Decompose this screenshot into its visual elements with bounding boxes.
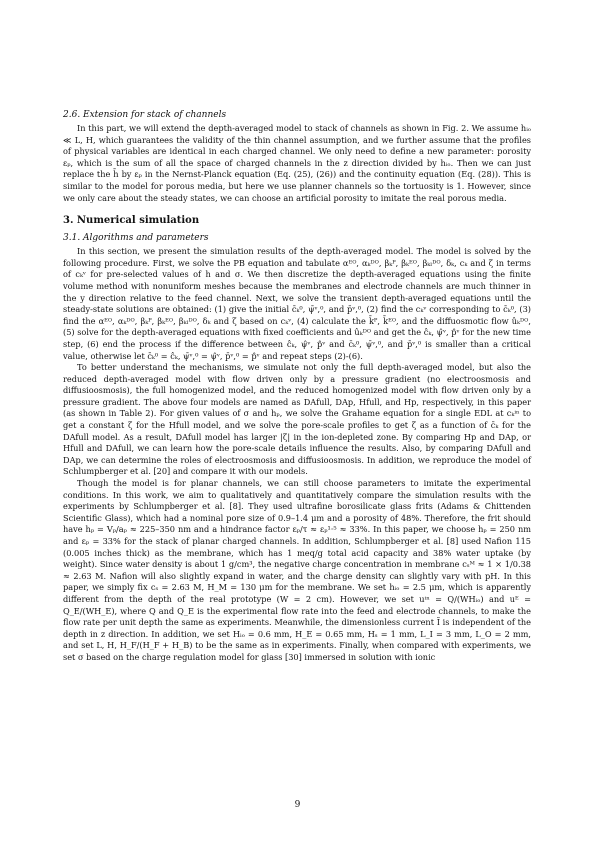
subsection-heading-2-6: 2.6. Extension for stack of channels (63, 110, 227, 120)
subsection-heading-3-1: 3.1. Algorithms and parameters (63, 233, 209, 244)
paragraph-3-1-c: Though the model is for planar channels, we can still choose parameters to imitate the experimental conditions. In this work, we aim to qualitatively and quantitatively compare the simulation results with the experiments by Schlumpberger et al. [8]. They used ultrafine borosilicate glass frits (Adams & Chittenden Scientific Glass), which had a nominal pore size of 0.9–1.4 μm and a porosity of 48%. Therefore, the frit should have hₚ = Vₚ/aₚ ≈ 225–350 nm and a hindrance factor εₚ/τ ≈ εₚ¹·⁵ ≈ 33%. In this paper, we choose hₚ = 250 nm and εₚ = 33% for the stack of planar charged channels. In addition, Schlumpberger et al. [8] used Nafion 115 (0.005 inches thick) as the membrane, which has 1 meq/g total acid capacity and 38% water uptake (by weight). Since water density is about 1 g/cm³, the negative charge concentration in membrane cₛᴹ ≈ 1 × 1/0.38 ≈ 2.63 M. Nafion will also slightly expand in water, and the charge density can slightly vary with pH. In this paper, we simply fix cₛ = 2.63 M, H_M = 130 μm for the membrane. We set hᵢₒ = 2.5 μm, which is apparently different from the depth of the real prototype (W = 2 cm). However, we set uⁱⁿ = Q/(WHᵢₒ) and uᴱ = Q_E/(WH_E), where Q and Q_E is the experimental flow rate into the feed and electrode channels, to make the flow rate per unit depth the same as experiments. Meanwhile, the dimensionless current Ĩ is independent of the depth in z direction. In addition, we set Hᵢₒ = 0.6 mm, H_E = 0.65 mm, Hₛ = 1 mm, L_I = 3 mm, L_O = 2 mm, and set L, H, H_F/(H_F + H_B) to be the same as in experiments. Finally, when compared with experiments, we set σ based on the charge regulation model for glass [30] immersed in solution with ionic (63, 478, 531, 662)
paragraph-3-1-b: To better understand the mechanisms, we simulate not only the full depth-averaged model, but also the reduced depth-averaged model with flow driven only by a pressure gradient (no electroosmosis and diffusioosmosis), the full homogenized model, and the reduced homogenized model with flow driven only by a pressure gradient. The above four models are named as DAfull, DAp, Hfull, and Hp, respectively, in this paper (as shown in Table 2). For given values of σ and hₚ, we solve the Grahame equation for a single EDL at cₖⁱⁿ to get a constant ζ for the Hfull model, and we solve the pore-scale profiles to get ζ as a function of c̄ₖ for the DAfull model. As a result, DAfull model has larger |ζ| in the ion-depleted zone. By comparing Hp and DAp, or Hfull and DAfull, we can learn how the pore-scale details influence the results. Also, by comparing DAfull and DAp, we can determine the roles of electroosmosis and diffusioosmosis. In addition, we reproduce the model of Schlumpberger et al. [20] and compare it with our models. (63, 362, 531, 477)
paper-body (63, 110, 531, 664)
paragraph-3-1-a: In this section, we present the simulation results of the depth-averaged model. The model is solved by the following procedure. First, we solve the PB equation and tabulate αᴱᴼ, αₖᴰᴼ, βₖᴾ, βₖᴱᴼ, βₖₗᴰᴼ, δₖ, cₖ and ζ in terms of cₖᵛ for pre-selected values of h and σ. We then discretize the depth-averaged equations using the finite volume method with nonuniform meshes because the membranes and electrode channels are much thinner in the y direction relative to the feed channel. Next, we solve the transient depth-averaged equations until the steady-state solutions are obtained: (1) give the initial c̄ₖ⁰, ψ̄ᵛ,⁰, and p̄ᵛ,⁰, (2) find the cₖᵛ corresponding to c̄ₖ⁰, (3) find the αᴱᴼ, αₖᴰᴼ, βₖᴾ, βₖᴱᴼ, βₖₗᴰᴼ, δₖ and ζ based on cₖᵛ, (4) calculate the k̄ᴾ, k̄ᴱᴼ, and the diffuosmotic flow ûₖᴰᴼ, (5) solve for the depth-averaged equations with fixed coefficients and ûₖᴰᴼ and get the ĉₖ, ψ̂ᵛ, p̂ᵛ for the new time step, (6) end the process if the difference between ĉₖ, ψ̂ᵛ, p̂ᵛ and c̄ₖ⁰, ψ̄ᵛ,⁰, and p̄ᵛ,⁰ is smaller than a critical value, otherwise let c̄ₖ⁰ = ĉₖ, ψ̄ᵛ,⁰ = ψ̂ᵛ, p̄ᵛ,⁰ = p̂ᵛ and repeat steps (2)-(6). (63, 246, 531, 361)
paragraph-2-6: In this part, we will extend the depth-averaged model to stack of channels as shown in Fig. 2. We assume hᵢₒ ≪ L, H, which guarantees the validity of the thin channel assumption, and we further assume that the profiles of physical variables are identical in each charged channel. We only need to define a new parameter: porosity εₚ, which is the sum of all the space of charged channels in the z direction divided by hᵢₒ. Then we can just replace the h̄ by εₚ in the Nernst-Planck equation (Eq. (25), (26)) and the continuity equation (Eq. (28)). This is similar to the model for porous media, but here we use planner channels so the tortuosity is 1. However, since we only care about the steady states, we can choose an artificial porosity to imitate the real porous media. (63, 123, 531, 203)
page-number: 9 (294, 800, 301, 810)
section-heading-3: 3. Numerical simulation (63, 215, 200, 227)
